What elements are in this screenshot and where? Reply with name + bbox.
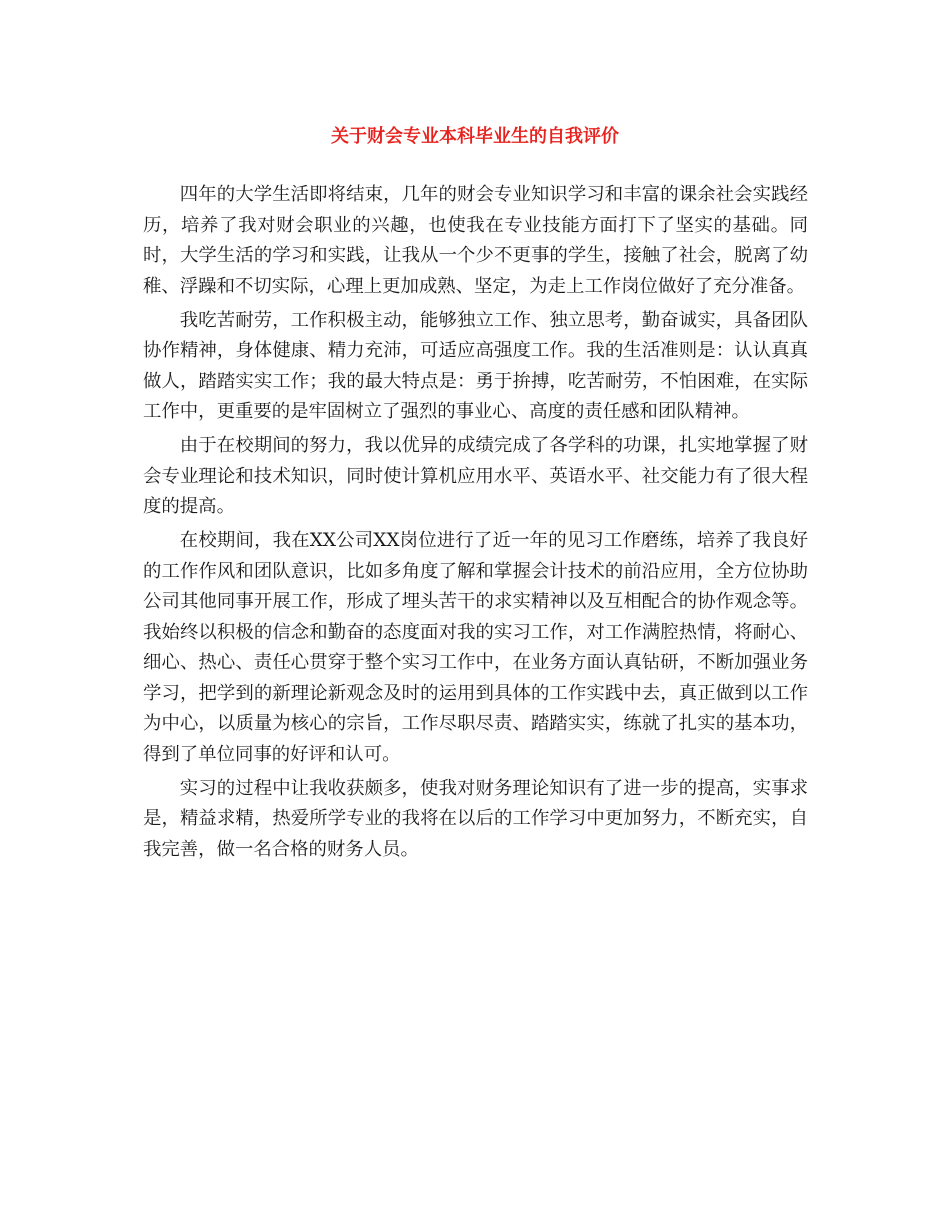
document-body <box>143 180 808 869</box>
paragraph-4: 在校期间，我在XX公司XX岗位进行了近一年的见习工作磨练，培养了我良好的工作作风和团队意识，比如多角度了解和掌握会计技术的前沿应用，全方位协助公司其他同事开展工作，形成了埋头苦干的求实精神以及互相配合的协作观念等。我始终以积极的信念和勤奋的态度面对我的实习工作，对工作满腔热情，将耐心、细心、热心、责任心贯穿于整个实习工作中，在业务方面认真钻研，不断加强业务学习，把学到的新理论新观念及时的运用到具体的工作实践中去，真正做到以工作为中心，以质量为核心的宗旨，工作尽职尽责、踏踏实实，练就了扎实的基本功，得到了单位同事的好评和认可。 <box>143 530 808 765</box>
paragraph-5: 实习的过程中让我收获颇多，使我对财务理论知识有了进一步的提高，实事求是，精益求精，热爱所学专业的我将在以后的工作学习中更加努力，不断充实，自我完善，做一名合格的财务人员。 <box>143 777 808 860</box>
document-title: 关于财会专业本科毕业生的自我评价 <box>331 126 619 147</box>
paragraph-3: 由于在校期间的努力，我以优异的成绩完成了各学科的功课，扎实地掌握了财会专业理论和技术知识，同时使计算机应用水平、英语水平、社交能力有了很大程度的提高。 <box>143 435 808 517</box>
paragraph-2: 我吃苦耐劳，工作积极主动，能够独立工作、独立思考，勤奋诚实，具备团队协作精神，身体健康、精力充沛，可适应高强度工作。我的生活准则是：认认真真做人，踏踏实实工作；我的最大特点是：勇于拚搏，吃苦耐劳，不怕困难，在实际工作中，更重要的是牢固树立了强烈的事业心、高度的责任感和团队精神。 <box>143 309 808 422</box>
paragraph-1: 四年的大学生活即将结束，几年的财会专业知识学习和丰富的课余社会实践经历，培养了我对财会职业的兴趣，也使我在专业技能方面打下了坚实的基础。同时，大学生活的学习和实践，让我从一个少不更事的学生，接触了社会，脱离了幼稚、浮躁和不切实际，心理上更加成熟、坚定，为走上工作岗位做好了充分准备。 <box>143 184 808 297</box>
